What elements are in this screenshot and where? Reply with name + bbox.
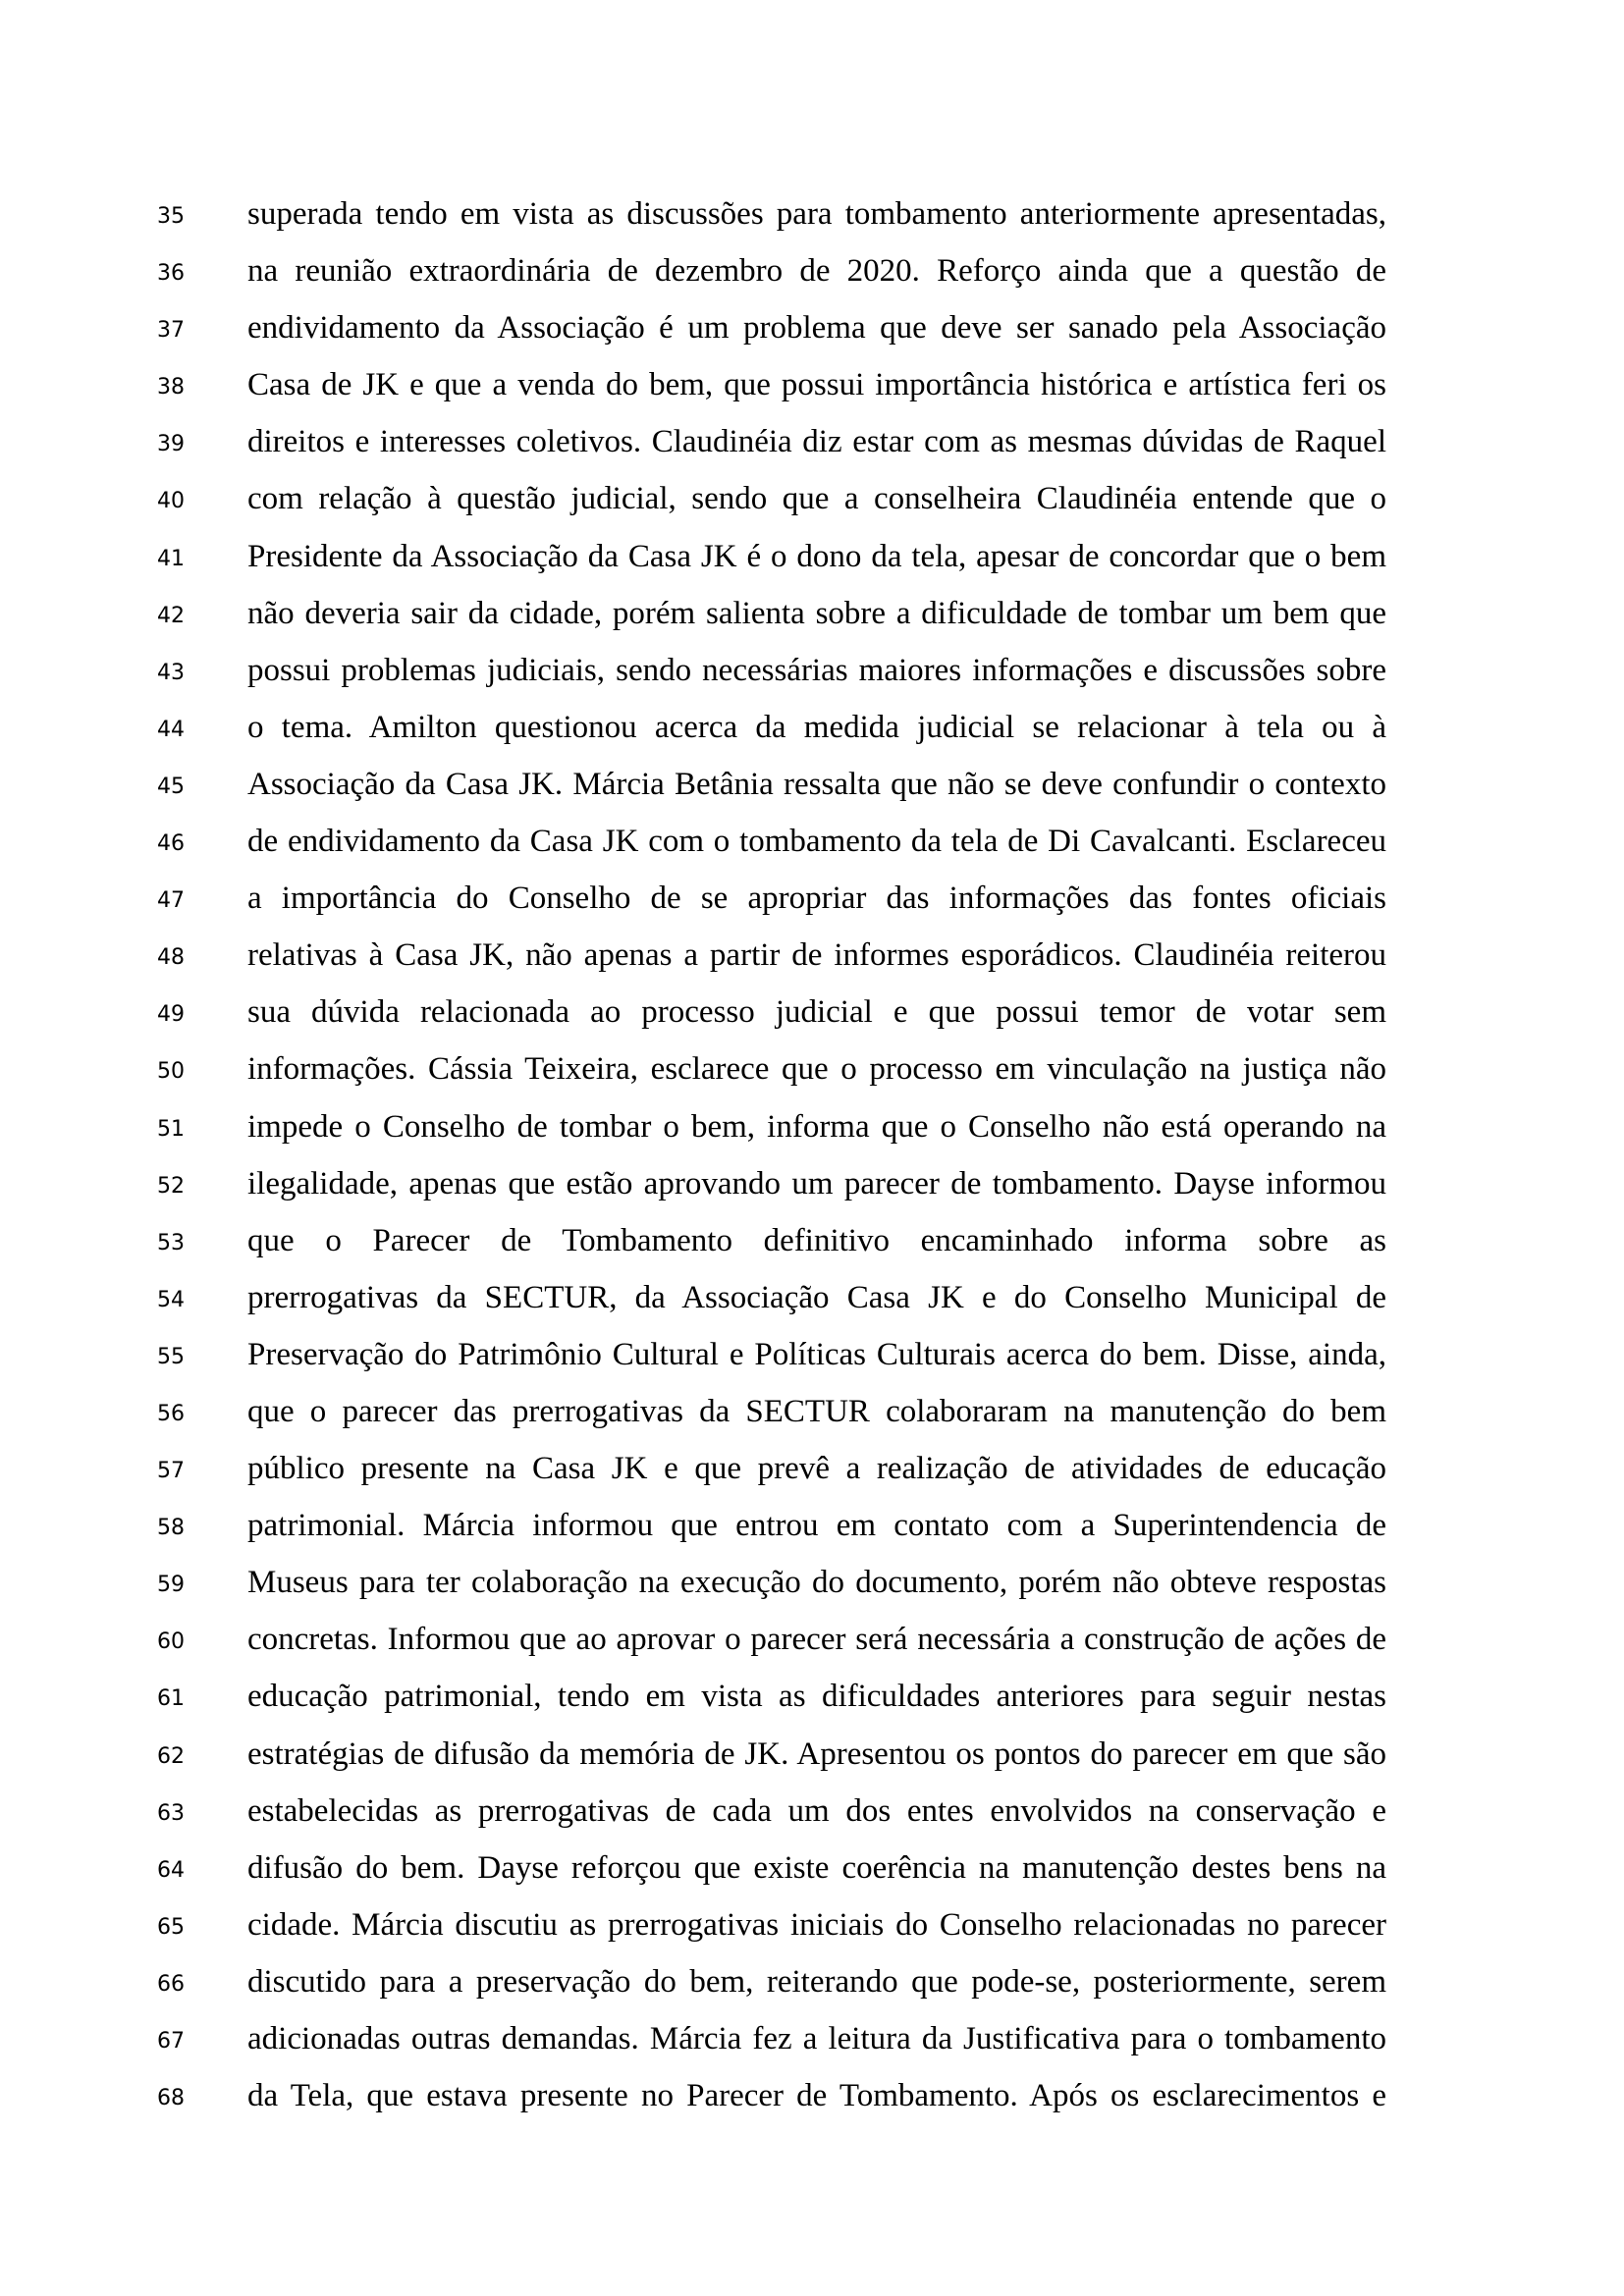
line-number: 55 [157,1344,185,1369]
line-text: Associação da Casa JK. Márcia Betânia ressalta que não se deve confundir o contexto [247,766,1386,802]
line-number: 50 [157,1059,185,1085]
line-number: 42 [157,603,185,628]
line-text: estabelecidas as prerrogativas de cada um dos entes envolvidos na conservação e [247,1792,1386,1829]
line-number: 39 [157,432,185,457]
line-text: adicionadas outras demandas. Márcia fez a leitura da Justificativa para o tombamento [247,2021,1386,2056]
line-text: com relação à questão judicial, sendo que a conselheira Claudinéia entende que o [247,481,1386,517]
line-text: sua dúvida relacionada ao processo judicial e que possui temor de votar sem [247,994,1386,1031]
line-number: 67 [157,2029,185,2054]
line-number: 56 [157,1401,185,1426]
text-line [0,1105,1624,1162]
text-line [0,1733,1624,1789]
text-line [0,420,1624,477]
text-line [0,1675,1624,1732]
line-number: 60 [157,1629,185,1655]
text-line [0,535,1624,592]
line-text: que o parecer das prerrogativas da SECTUR colaboraram na manutenção do bem [247,1393,1386,1429]
text-line [0,2017,1624,2074]
line-number: 61 [157,1686,185,1712]
line-text: relativas à Casa JK, não apenas a partir de informes esporádicos. Claudinéia reiterou [247,937,1386,974]
line-number: 46 [157,831,185,857]
text-line [0,1789,1624,1846]
line-number: 36 [157,261,185,287]
numbered-text-body [0,192,1624,2131]
line-number: 54 [157,1287,185,1312]
line-number: 57 [157,1459,185,1484]
text-line [0,1219,1624,1276]
text-line [0,592,1624,649]
line-number: 44 [157,717,185,742]
line-number: 48 [157,945,185,971]
text-line [0,1162,1624,1219]
text-line [0,1903,1624,1960]
line-text: da Tela, que estava presente no Parecer de Tombamento. Após os esclarecimentos e [247,2078,1386,2114]
line-text: Presidente da Associação da Casa JK é o dono da tela, apesar de concordar que o bem [247,538,1386,574]
line-text: difusão do bem. Dayse reforçou que existe coerência na manutenção destes bens na [247,1849,1386,1886]
line-text: prerrogativas da SECTUR, da Associação Casa JK e do Conselho Municipal de [247,1279,1386,1315]
text-line [0,820,1624,877]
line-number: 63 [157,1800,185,1826]
text-line [0,306,1624,363]
line-number: 47 [157,888,185,914]
text-line [0,1047,1624,1104]
line-text: discutido para a preservação do bem, reiterando que pode-se, posteriormente, serem [247,1963,1386,2000]
line-text: impede o Conselho de tombar o bem, informa que o Conselho não está operando na [247,1108,1386,1145]
text-line [0,990,1624,1047]
line-number: 62 [157,1743,185,1769]
text-line [0,763,1624,820]
line-number: 53 [157,1230,185,1255]
line-text: a importância do Conselho de se apropriar das informações das fontes oficiais [247,881,1386,917]
line-text: Casa de JK e que a venda do bem, que possui importância histórica e artística feri os [247,367,1386,403]
text-line [0,1447,1624,1504]
text-line [0,363,1624,420]
text-line [0,1276,1624,1333]
line-number: 35 [157,204,185,229]
line-number: 37 [157,318,185,344]
text-line [0,934,1624,990]
line-number: 58 [157,1516,185,1541]
text-line [0,1846,1624,1903]
line-number: 65 [157,1914,185,1940]
line-text: ilegalidade, apenas que estão aprovando um parecer de tombamento. Dayse informou [247,1165,1386,1201]
line-number: 43 [157,660,185,685]
line-number: 59 [157,1573,185,1598]
line-text: possui problemas judiciais, sendo necessárias maiores informações e discussões sobre [247,652,1386,688]
line-number: 51 [157,1116,185,1142]
line-text: não deveria sair da cidade, porém salienta sobre a dificuldade de tombar um bem que [247,595,1386,631]
text-line [0,1390,1624,1447]
line-text: público presente na Casa JK e que prevê a realização de atividades de educação [247,1451,1386,1487]
line-text: que o Parecer de Tombamento definitivo encaminhado informa sobre as [247,1222,1386,1258]
text-line [0,249,1624,306]
line-text: endividamento da Associação é um problema que deve ser sanado pela Associação [247,310,1386,347]
line-text: de endividamento da Casa JK com o tombamento da tela de Di Cavalcanti. Esclareceu [247,824,1386,860]
line-number: 49 [157,1002,185,1028]
line-text: Museus para ter colaboração na execução do documento, porém não obteve respostas [247,1565,1386,1601]
line-number: 38 [157,375,185,400]
line-number: 52 [157,1173,185,1199]
text-line [0,477,1624,534]
text-line [0,1504,1624,1561]
line-number: 64 [157,1857,185,1883]
text-line [0,649,1624,706]
text-line [0,1960,1624,2017]
line-text: patrimonial. Márcia informou que entrou em contato com a Superintendencia de [247,1508,1386,1544]
line-text: superada tendo em vista as discussões para tombamento anteriormente apresentadas, [247,196,1386,232]
text-line [0,2074,1624,2131]
line-number: 45 [157,774,185,799]
line-text: concretas. Informou que ao aprovar o parecer será necessária a construção de ações de [247,1622,1386,1658]
line-text: informações. Cássia Teixeira, esclarece que o processo em vinculação na justiça não [247,1051,1386,1088]
line-text: estratégias de difusão da memória de JK. Apresentou os pontos do parecer em que são [247,1735,1386,1772]
line-number: 41 [157,546,185,571]
line-number: 66 [157,1971,185,1997]
line-text: cidade. Márcia discutiu as prerrogativas iniciais do Conselho relacionadas no parecer [247,1906,1386,1943]
line-text: direitos e interesses coletivos. Claudinéia diz estar com as mesmas dúvidas de Raquel [247,424,1386,460]
line-text: o tema. Amilton questionou acerca da medida judicial se relacionar à tela ou à [247,709,1386,745]
line-text: na reunião extraordinária de dezembro de 2020. Reforço ainda que a questão de [247,253,1386,290]
line-number: 68 [157,2086,185,2111]
text-line [0,1333,1624,1390]
text-line [0,1618,1624,1675]
text-line [0,877,1624,934]
line-text: educação patrimonial, tendo em vista as dificuldades anteriores para seguir nestas [247,1679,1386,1715]
text-line [0,1561,1624,1618]
text-line [0,192,1624,249]
line-number: 40 [157,489,185,514]
text-line [0,706,1624,763]
line-text: Preservação do Patrimônio Cultural e Políticas Culturais acerca do bem. Disse, ainda, [247,1336,1386,1372]
